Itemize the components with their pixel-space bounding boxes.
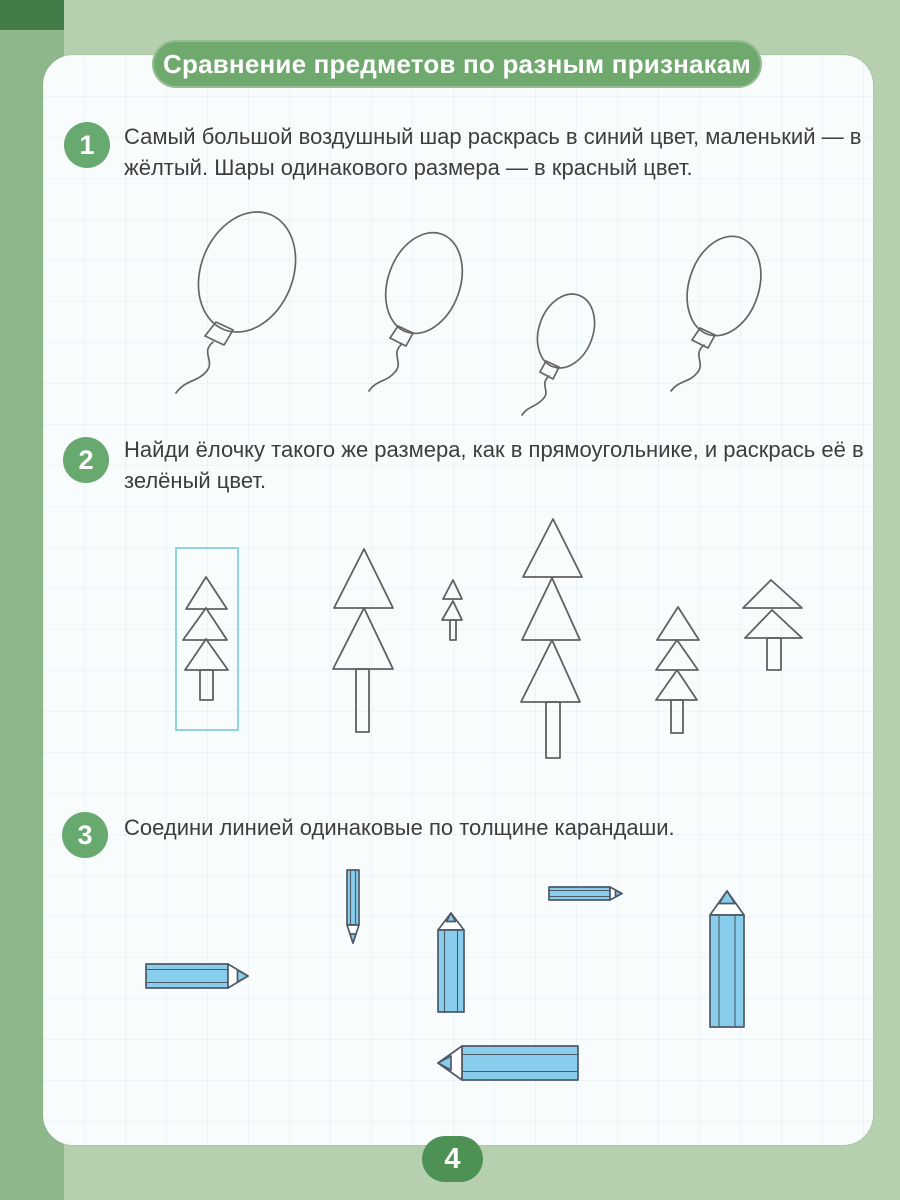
tree-reference-small[interactable] (183, 577, 228, 700)
pencil-thin-vertical-tip-down[interactable] (347, 870, 359, 943)
page-title-label: Сравнение предметов по разным признакам (163, 48, 751, 79)
pencil-thick-horizontal-tip-left[interactable] (438, 1046, 578, 1080)
task-2-number: 2 (78, 444, 94, 475)
task-3-number: 3 (77, 819, 93, 850)
task-3-instruction: Соедини линией одинаковые по толщине карандаши. (124, 815, 675, 840)
pencil-thin-horizontal-tip-right[interactable] (549, 887, 622, 900)
pencil-thick-vertical-tip-up[interactable] (710, 891, 744, 1027)
balloon-medium-2[interactable] (671, 227, 773, 391)
task-1-number: 1 (79, 129, 95, 160)
tree-small-3tier[interactable] (656, 607, 699, 733)
balloon-smallest[interactable] (522, 286, 604, 415)
page-number: 4 (444, 1142, 461, 1175)
balloon-medium-1[interactable] (369, 222, 476, 391)
tree-wide-2tier[interactable] (743, 580, 802, 670)
page-number-badge (422, 1136, 483, 1182)
pencil-medium-horizontal-tip-right[interactable] (146, 964, 248, 988)
tree-large-2tier[interactable] (333, 549, 393, 732)
tree-tallest-3tier[interactable] (521, 519, 582, 758)
pencil-medium-vertical-tip-up[interactable] (438, 913, 464, 1012)
task-1-instruction: Самый большой воздушный шар раскрась в синий цвет, маленький — в жёлтый. Шары одинакового размера — в красный цвет. (124, 124, 862, 180)
tree-tiny[interactable] (442, 580, 462, 640)
task-2-instruction: Найди ёлочку такого же размера, как в прямоугольнике, и раскрась её в зелёный цвет. (124, 437, 864, 493)
balloon-largest[interactable] (176, 197, 313, 393)
